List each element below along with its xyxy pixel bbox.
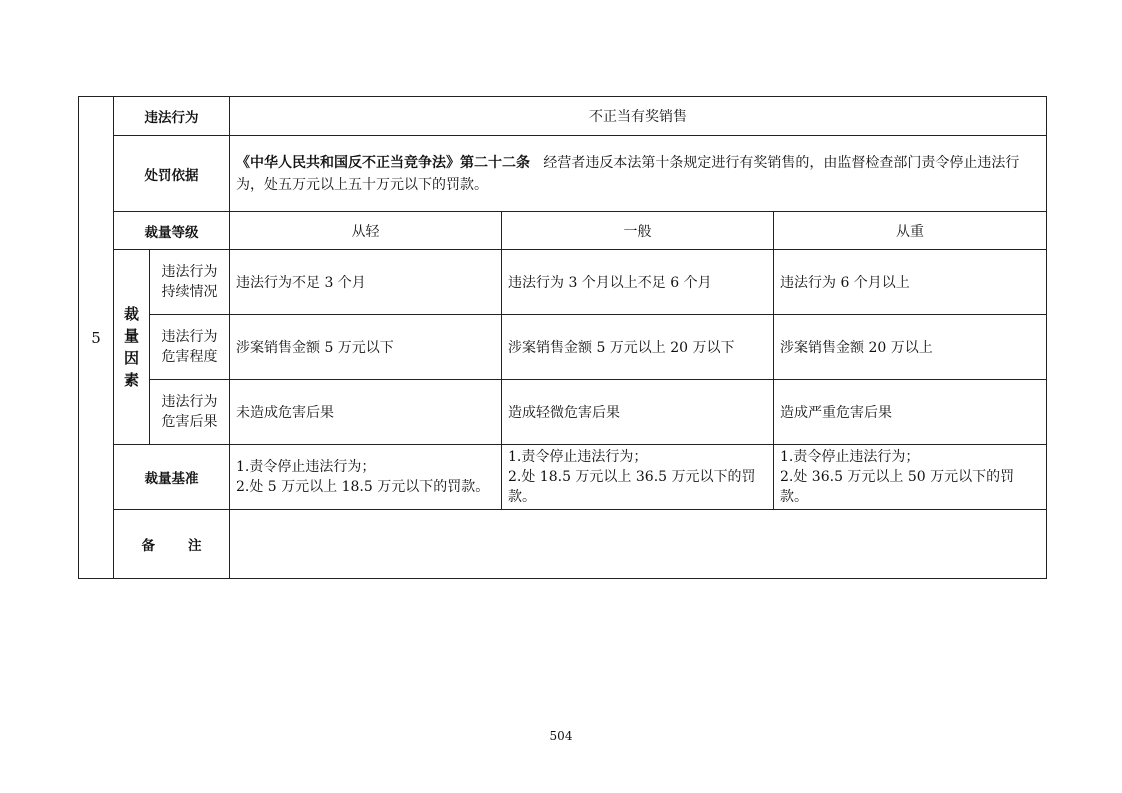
factor-name (150, 315, 230, 380)
factor-light: 未造成危害后果 (230, 380, 502, 445)
levels-row (79, 212, 1047, 250)
standard-line: 2.处 36.5 万元以上 50 万元以下的罚款。 (780, 469, 1015, 505)
basis-text: 经营者违反本法第十条规定进行有奖销售的，由监督检查部门责令停止违法行为，处五万元以上五十万元以下的罚款。 (236, 154, 1020, 193)
factor-normal: 违法行为 3 个月以上不足 6 个月 (502, 250, 774, 315)
factor-normal: 造成轻微危害后果 (502, 380, 774, 445)
standard-line: 2.处 18.5 万元以上 36.5 万元以下的罚款。 (508, 469, 756, 505)
basis-label: 处罚依据 (114, 136, 230, 212)
factor-light: 涉案销售金额 5 万元以下 (230, 315, 502, 380)
standard-line: 1.责令停止违法行为； (236, 459, 376, 475)
factor-row-duration (79, 250, 1047, 315)
violation-label: 违法行为 (114, 97, 230, 136)
factor-row-consequence (79, 380, 1047, 445)
factors-label (114, 250, 150, 445)
factor-name (150, 380, 230, 445)
remarks-label-char: 注 (187, 538, 202, 554)
violation-row (79, 97, 1047, 136)
factor-name-line: 持续情况 (161, 284, 218, 300)
factor-name-line: 违法行为 (161, 264, 218, 280)
factors-label-char: 素 (123, 371, 139, 389)
violation-value: 不正当有奖销售 (230, 97, 1047, 136)
level-heavy: 从重 (774, 212, 1047, 250)
factor-name-line: 危害后果 (161, 414, 218, 430)
factor-row-severity (79, 315, 1047, 380)
factors-label-char: 量 (123, 327, 139, 345)
standard-heavy (774, 445, 1047, 510)
factors-label-char: 裁 (123, 305, 139, 323)
penalty-discretion-table (78, 96, 1047, 579)
remarks-label (114, 510, 230, 579)
basis-law: 《中华人民共和国反不正当竞争法》第二十二条 (236, 154, 530, 171)
factor-normal: 涉案销售金额 5 万元以上 20 万以下 (502, 315, 774, 380)
factor-name (150, 250, 230, 315)
standard-label: 裁量基准 (114, 445, 230, 510)
standard-row (79, 445, 1047, 510)
factors-label-char: 因 (123, 349, 139, 367)
level-light: 从轻 (230, 212, 502, 250)
level-normal: 一般 (502, 212, 774, 250)
standard-line: 1.责令停止违法行为； (508, 449, 648, 465)
page-number: 504 (549, 729, 573, 743)
levels-label: 裁量等级 (114, 212, 230, 250)
factor-light: 违法行为不足 3 个月 (230, 250, 502, 315)
standard-normal (502, 445, 774, 510)
standard-light (230, 445, 502, 510)
factor-heavy: 造成严重危害后果 (774, 380, 1047, 445)
standard-line: 2.处 5 万元以上 18.5 万元以下的罚款。 (236, 479, 490, 495)
remarks-row (79, 510, 1047, 579)
factor-heavy: 涉案销售金额 20 万以上 (774, 315, 1047, 380)
standard-line: 1.责令停止违法行为； (780, 449, 920, 465)
factor-name-line: 违法行为 (161, 329, 218, 345)
factor-heavy: 违法行为 6 个月以上 (774, 250, 1047, 315)
basis-content (230, 136, 1047, 212)
remarks-label-char: 备 (141, 538, 156, 554)
basis-row (79, 136, 1047, 212)
remarks-value (230, 510, 1047, 579)
factor-name-line: 违法行为 (161, 394, 218, 410)
factor-name-line: 危害程度 (161, 349, 218, 365)
item-number: 5 (79, 97, 114, 579)
